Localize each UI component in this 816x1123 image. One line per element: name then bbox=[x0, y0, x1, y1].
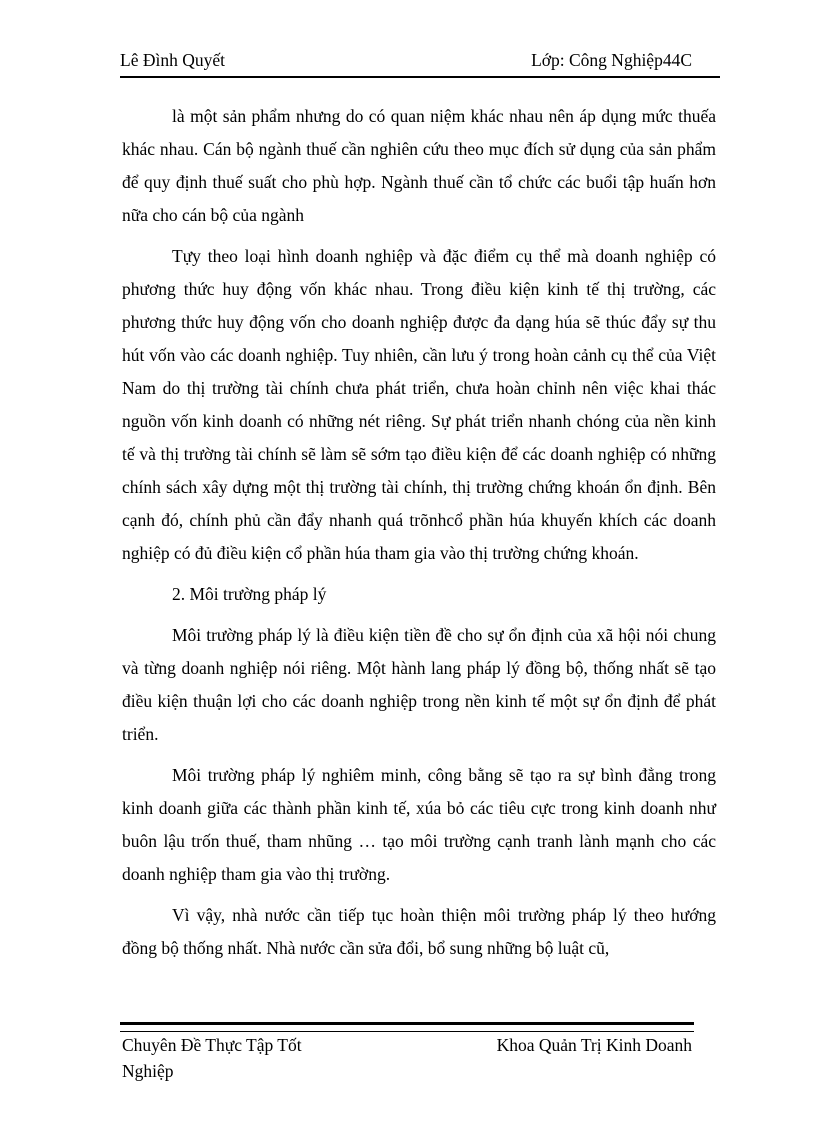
section-heading: 2. Môi trường pháp lý bbox=[172, 584, 327, 604]
footer-title: Chuyên Đề Thực Tập Tốt Nghiệp bbox=[122, 1035, 302, 1081]
header-class: Lớp: Công Nghiệp44C bbox=[531, 50, 692, 70]
paragraph-5: Vì vậy, nhà nước cần tiếp tục hoàn thiện môi trường pháp lý theo hướng đồng bộ thống nhất. Nhà nước cần sửa đổi, bổ sung những bộ luật cũ, bbox=[122, 905, 716, 958]
document-body bbox=[122, 100, 716, 973]
paragraph-4: Môi trường pháp lý nghiêm minh, công bằng sẽ tạo ra sự bình đẳng trong kinh doanh giữa các thành phần kinh tế, xúa bỏ các tiêu cực trong kinh doanh như buôn lậu trốn thuế, tham nhũng … tạo môi trường cạnh tranh lành mạnh cho các doanh nghiệp tham gia vào thị trường. bbox=[122, 765, 716, 884]
paragraph-3: Môi trường pháp lý là điều kiện tiền đề cho sự ổn định của xã hội nói chung và từng doanh nghiệp nói riêng. Một hành lang pháp lý đồng bộ, thống nhất sẽ tạo điều kiện thuận lợi cho các doanh nghiệp trong nền kinh tế một sự ổn định để phát triển. bbox=[122, 625, 716, 744]
header-author: Lê Đình Quyết bbox=[120, 50, 225, 70]
paragraph-1: là một sản phẩm nhưng do có quan niệm khác nhau nên áp dụng mức thuếa khác nhau. Cán bộ ngành thuế cần nghiên cứu theo mục đích sử dụng của sản phẩm để quy định thuế suất cho phù hợp. Ngành thuế cần tổ chức các buổi tập huấn hơn nữa cho cán bộ của ngành bbox=[122, 106, 716, 225]
footer-faculty: Khoa Quản Trị Kinh Doanh bbox=[496, 1035, 692, 1055]
paragraph-2: Tựy theo loại hình doanh nghiệp và đặc điểm cụ thể mà doanh nghiệp có phương thức huy động vốn khác nhau. Trong điều kiện kinh tế thị trường, các phương thức huy động vốn cho doanh nghiệp được đa dạng húa sẽ thúc đẩy sự thu hút vốn vào các doanh nghiệp. Tuy nhiên, cần lưu ý trong hoàn cảnh cụ thể của Việt Nam do thị trường tài chính chưa phát triển, chưa hoàn chỉnh nên việc khai thác nguồn vốn kinh doanh có những nét riêng. Sự phát triển nhanh chóng của nền kinh tế và thị trường tài chính sẽ làm sẽ sớm tạo điều kiện để các doanh nghiệp có những chính sách xây dựng một thị trường tài chính, thị trường chứng khoán ổn định. Bên cạnh đó, chính phủ cần đẩy nhanh quá trõnhcổ phần húa khuyến khích các doanh nghiệp có đủ điều kiện cổ phần húa tham gia vào thị trường chứng khoán. bbox=[122, 246, 716, 563]
page-header bbox=[120, 48, 720, 78]
footer-divider bbox=[120, 1022, 694, 1032]
